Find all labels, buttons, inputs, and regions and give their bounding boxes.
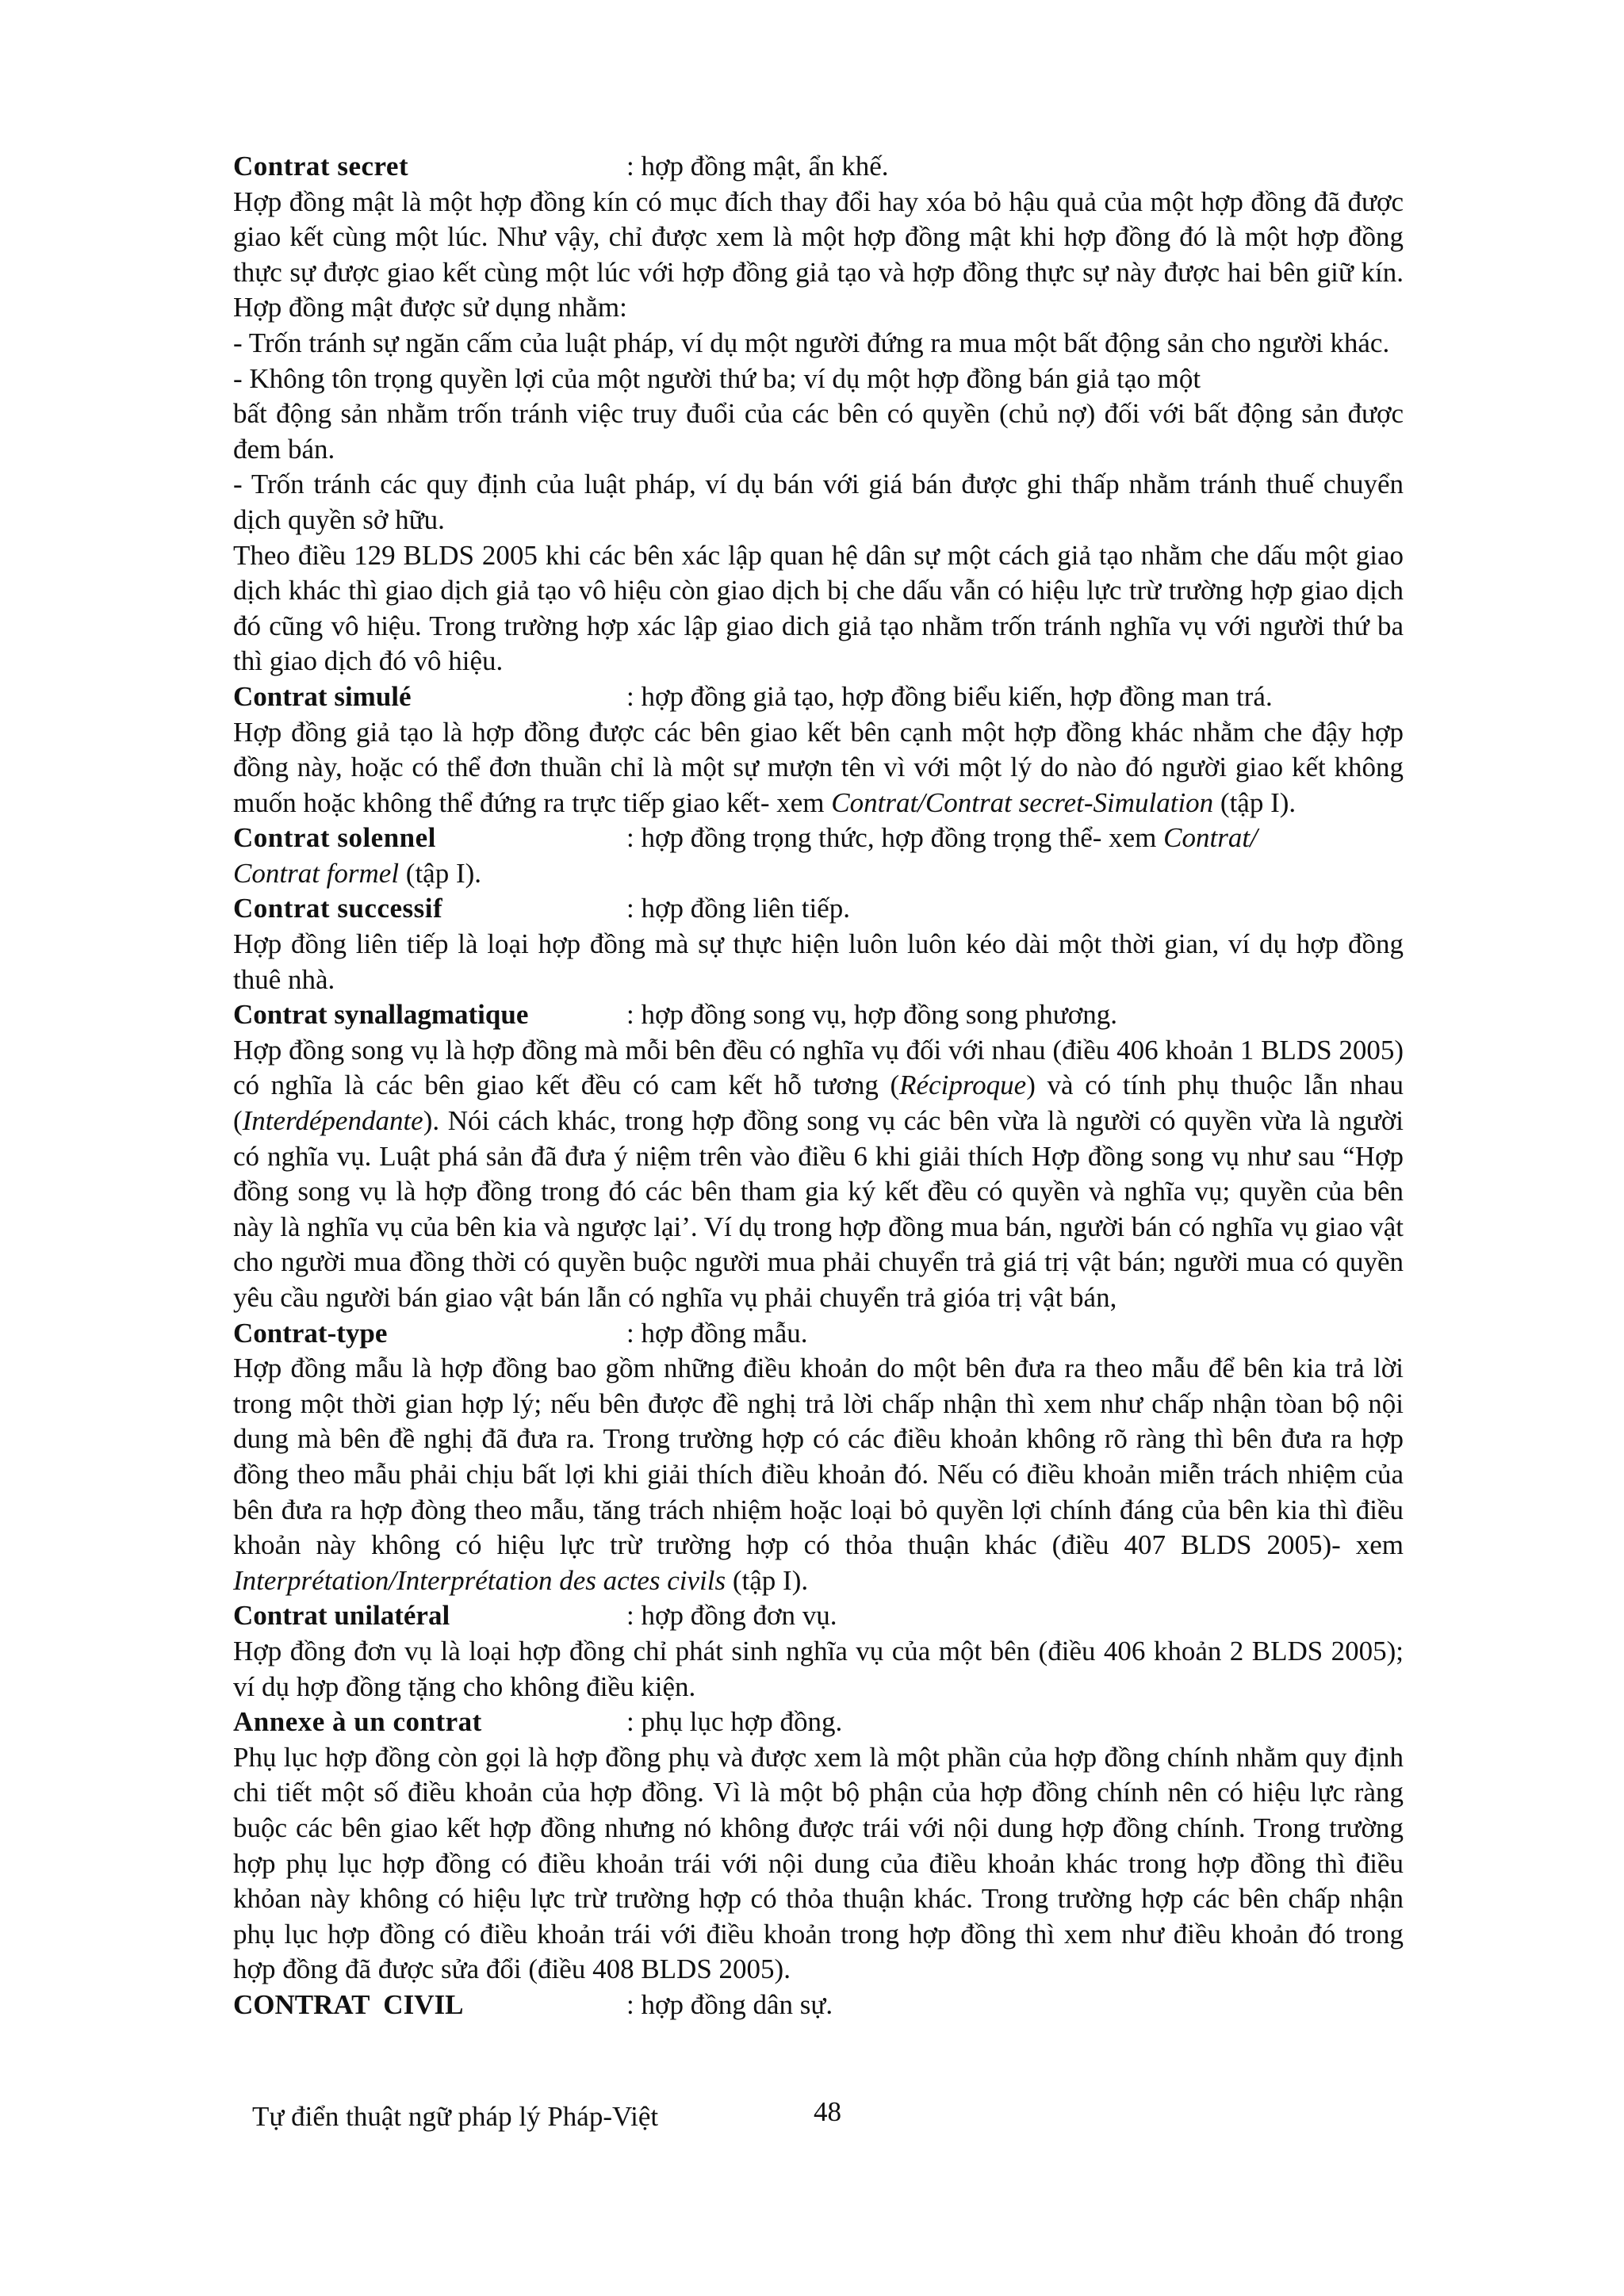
entry-paragraph: Hợp đồng song vụ là hợp đồng mà mỗi bên đều có nghĩa vụ đối với nhau (điều 406 khoản 1 BLDS 2005) có nghĩa là các bên giao kết đều có cam kết hỗ tương (Réciproque) và có tính phụ thuộc lẫn nhau (Interdépendante). Nói cách khác, trong hợp đồng song vụ các bên vừa là người có quyền vừa là người có nghĩa vụ. Luật phá sản đã đưa ý niệm trên vào điều 6 khi giải thích Hợp đồng song vụ như sau “Hợp đồng song vụ là hợp đồng trong đó các bên tham gia ký kết đều có quyền và nghĩa vụ; quyền của bên này là nghĩa vụ của bên kia và ngược lại’. Ví dụ trong hợp đồng mua bán, người bán có nghĩa vụ giao vật cho người mua đồng thời có quyền buộc người mua phải chuyển trả giá trị vật bán; người mua có quyền yêu cầu người bán giao vật bán lẫn có nghĩa vụ phải chuyển trả gióa trị vật bán, bbox=[233, 1034, 1404, 1313]
entry-term: Contrat secret bbox=[233, 151, 409, 182]
entry-paragraph: Hợp đồng mẫu là hợp đồng bao gồm những điều khoản do một bên đưa ra theo mẫu để bên kia trả lời trong một thời gian hợp lý; nếu bên được đề nghị trả lời chấp nhận thì xem như chấp nhận tòan bộ nội dung mà bên đề nghị đã đưa ra. Trong trường hợp có các điều khoản không rõ ràng thì bên đưa ra hợp đồng theo mẫu phải chịu bất lợi khi giải thích điều khoản đó. Nếu có điều khoản miễn trách nhiệm của bên đưa ra hợp đòng theo mẫu, tăng trách nhiệm hoặc loại bỏ quyền lợi chính đáng của bên kia thì điều khoản này không có hiệu lực trừ trường hợp có thỏa thuận khác (điều 407 BLDS 2005)- xem Interprétation/Interprétation des actes civils (tập I). bbox=[233, 1353, 1404, 1596]
entry-heading-contrat-successif bbox=[233, 891, 1404, 927]
entry-term: Contrat-type bbox=[233, 1317, 388, 1349]
entry-term: CONTRAT CIVIL bbox=[233, 1988, 464, 2020]
entry-gloss: : hợp đồng song vụ, hợp đồng song phương. bbox=[626, 999, 1117, 1031]
entry-gloss: : hợp đồng giả tạo, hợp đồng biểu kiến, hợp đồng man trá. bbox=[626, 680, 1273, 712]
entry-paragraph: Hợp đồng liên tiếp là loại hợp đồng mà sự thực hiện luôn luôn kéo dài một thời gian, ví dụ hợp đồng thuê nhà. bbox=[233, 928, 1404, 995]
footer-book-title: Tự điển thuật ngữ pháp lý Pháp-Việt bbox=[252, 2101, 659, 2132]
entry-heading-contrat-unilateral bbox=[233, 1598, 1404, 1634]
entry-heading-contrat-type bbox=[233, 1316, 1404, 1352]
page-number: 48 bbox=[814, 2096, 841, 2127]
entry-paragraph: Theo điều 129 BLDS 2005 khi các bên xác lập quan hệ dân sự một cách giả tạo nhằm che dấu một giao dịch khác thì giao dịch giả tạo vô hiệu còn giao dịch bị che dấu vẫn có hiệu lực trừ trường hợp giao dịch đó cũng vô hiệu. Trong trường hợp xác lập giao dich giả tạo nhằm trốn tránh nghĩa vụ với người thứ ba thì giao dịch đó vô hiệu. bbox=[233, 539, 1404, 677]
entry-paragraph: Contrat formel (tập I). bbox=[233, 857, 482, 889]
entry-paragraph: Phụ lục hợp đồng còn gọi là hợp đồng phụ và được xem là một phần của hợp đồng chính nhằm quy định chi tiết một số điều khoản của hợp đồng. Vì là một bộ phận của hợp đồng chính nên có hiệu lực ràng buộc các bên giao kết hợp đồng nhưng nó không được trái với nội dung hợp đồng chính. Trong trường hợp phụ lục hợp đồng có điều khoản trái với nội dung của điều khoản khác trong hợp đồng thì điều khỏan này không có hiệu lực trừ trường hợp có thỏa thuận khác. Trong trường hợp các bên chấp nhận phụ lục hợp đồng có điều khoản trái với điều khoản trong hợp đồng thì xem như điều khoản đó trong hợp đồng đã được sửa đổi (điều 408 BLDS 2005). bbox=[233, 1741, 1404, 1985]
entry-gloss: : hợp đồng mẫu. bbox=[626, 1317, 808, 1349]
dictionary-body bbox=[233, 149, 1404, 2022]
entry-heading-annexe-a-un-contrat bbox=[233, 1705, 1404, 1740]
entry-gloss: : hợp đồng mật, ẩn khế. bbox=[626, 151, 889, 182]
entry-heading-contrat-secret bbox=[233, 149, 1404, 185]
entry-paragraph: bất động sản nhằm trốn tránh việc truy đuổi của các bên có quyền (chủ nợ) đối với bất động sản được đem bán. bbox=[233, 398, 1404, 465]
entry-paragraph: Hợp đồng giả tạo là hợp đồng được các bên giao kết bên cạnh một hợp đồng khác nhằm che đậy hợp đồng này, hoặc có thể đơn thuần chỉ là một sự mượn tên vì với một lý do nào đó người giao kết không muốn hoặc không thể đứng ra trực tiếp giao kết- xem Contrat/Contrat secret-Simulation (tập I). bbox=[233, 716, 1404, 818]
entry-heading-contrat-civil bbox=[233, 1988, 1404, 2023]
entry-term: Contrat solennel bbox=[233, 822, 436, 854]
entry-term: Contrat unilatéral bbox=[233, 1600, 450, 1632]
entry-term: Contrat simulé bbox=[233, 680, 412, 712]
entry-gloss: : hợp đồng liên tiếp. bbox=[626, 893, 850, 924]
entry-paragraph: - Trốn tránh sự ngăn cấm của luật pháp, ví dụ một người đứng ra mua một bất động sản cho người khác. bbox=[233, 327, 1390, 358]
entry-gloss: : phụ lục hợp đồng. bbox=[626, 1706, 843, 1738]
entry-paragraph: - Trốn tránh các quy định của luật pháp, ví dụ bán với giá bán được ghi thấp nhằm tránh thuế chuyển dịch quyền sở hữu. bbox=[233, 469, 1404, 535]
entry-gloss: : hợp đồng trọng thức, hợp đồng trọng thể- xem Contrat/ bbox=[626, 822, 1258, 854]
entry-paragraph: Hợp đồng mật là một hợp đồng kín có mục đích thay đổi hay xóa bỏ hậu quả của một hợp đồng đã được giao kết cùng một lúc. Như vậy, chỉ được xem là một hợp đồng mật khi hợp đồng đó là một hợp đồng thực sự được giao kết cùng một lúc với hợp đồng giả tạo và hợp đồng thực sự này được hai bên giữ kín. Hợp đồng mật được sử dụng nhằm: bbox=[233, 186, 1404, 323]
entry-heading-contrat-solennel bbox=[233, 821, 1404, 856]
entry-gloss: : hợp đồng đơn vụ. bbox=[626, 1600, 837, 1632]
entry-heading-contrat-simule bbox=[233, 679, 1404, 715]
entry-term: Annexe à un contrat bbox=[233, 1706, 482, 1738]
entry-gloss: : hợp đồng dân sự. bbox=[626, 1988, 833, 2020]
entry-paragraph: - Không tôn trọng quyền lợi của một người thứ ba; ví dụ một hợp đồng bán giả tạo một bbox=[233, 362, 1201, 394]
entry-heading-contrat-synallagmatique bbox=[233, 997, 1404, 1033]
entry-paragraph: Hợp đồng đơn vụ là loại hợp đồng chỉ phát sinh nghĩa vụ của một bên (điều 406 khoản 2 BLDS 2005); ví dụ hợp đồng tặng cho không điều kiện. bbox=[233, 1635, 1404, 1702]
entry-term: Contrat synallagmatique bbox=[233, 999, 529, 1031]
entry-term: Contrat successif bbox=[233, 893, 443, 924]
